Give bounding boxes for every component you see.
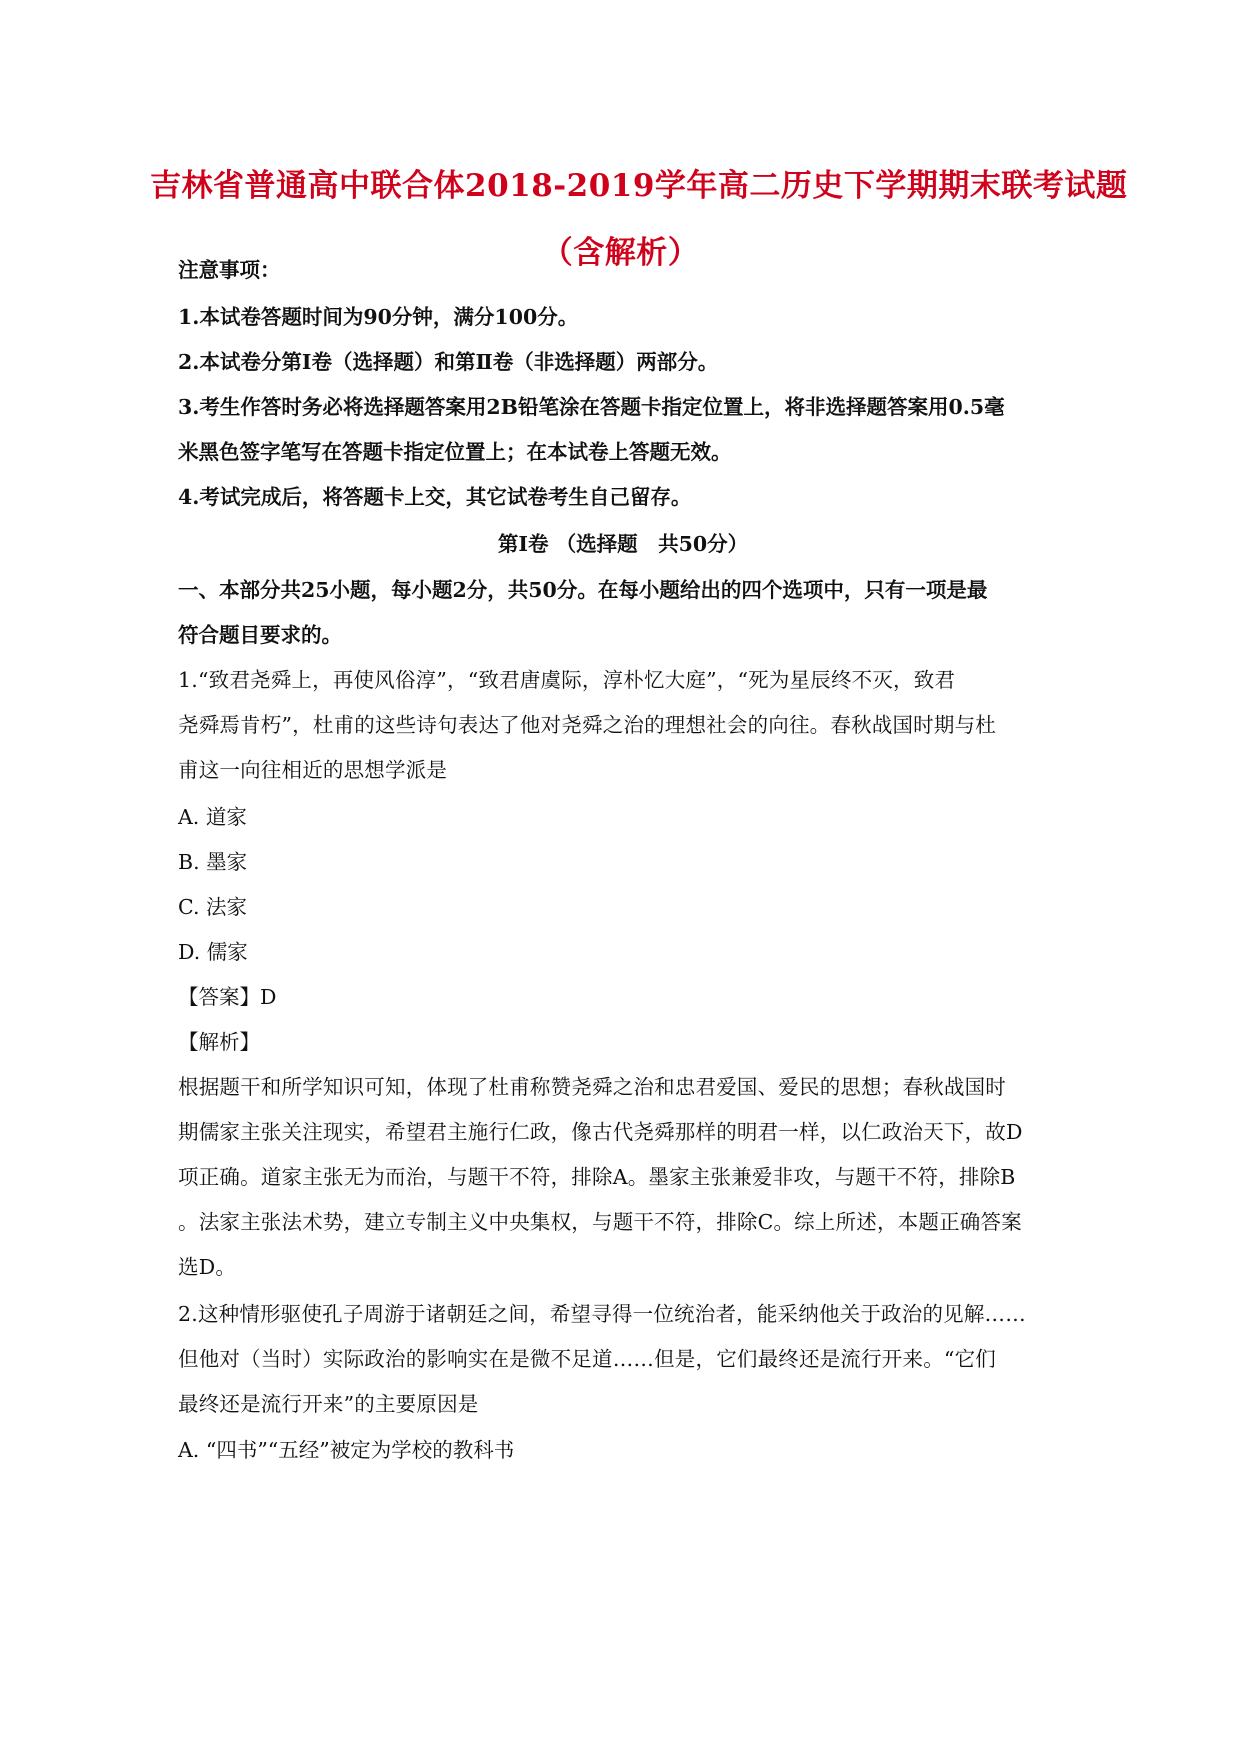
q1-analysis-line-1: 根据题干和所学知识可知，体现了杜甫称赞尧舜之治和忠君爱国、爱民的思想；春秋战国时 (178, 1075, 1006, 1099)
notice-item-3-cont: 米黑色签字笔写在答题卡指定位置上；在本试卷上答题无效。 (178, 440, 732, 464)
q1-answer: 【答案】D (178, 985, 277, 1009)
document-title-subline: （含解析） (541, 235, 700, 271)
q1-option-b: B. 墨家 (178, 850, 248, 874)
q2-stem-line-2: 但他对（当时）实际政治的影响实在是微不足道……但是，它们最终还是流行开来。“它们 (178, 1347, 996, 1371)
section-instruction-line-2: 符合题目要求的。 (178, 623, 342, 647)
q1-option-d: D. 儒家 (178, 940, 248, 964)
notice-heading: 注意事项： (178, 258, 281, 282)
q2-option-a: A. “四书”“五经”被定为学校的教科书 (178, 1438, 515, 1462)
q2-stem-line-3: 最终还是流行开来”的主要原因是 (178, 1392, 479, 1416)
q2-stem-line-1: 2.这种情形驱使孔子周游于诸朝廷之间，希望寻得一位统治者，能采纳他关于政治的见解…… (178, 1302, 1026, 1326)
q1-analysis-line-4: 。法家主张法术势，建立专制主义中央集权，与题干不符，排除C。综上所述，本题正确答案 (178, 1210, 1022, 1234)
q1-analysis-label: 【解析】 (178, 1030, 260, 1054)
q1-analysis-line-2: 期儒家主张关注现实，希望君主施行仁政，像古代尧舜那样的明君一样，以仁政治天下，故D (178, 1120, 1023, 1144)
notice-item-4: 4.考试完成后，将答题卡上交，其它试卷考生自己留存。 (178, 485, 692, 509)
notice-item-2: 2.本试卷分第Ⅰ卷（选择题）和第Ⅱ卷（非选择题）两部分。 (178, 350, 719, 374)
q1-analysis-line-3: 项正确。道家主张无为而治，与题干不符，排除A。墨家主张兼爱非攻，与题干不符，排除B (178, 1165, 1016, 1189)
notice-item-1: 1.本试卷答题时间为90分钟，满分100分。 (178, 305, 579, 329)
q1-option-c: C. 法家 (178, 895, 247, 919)
q1-stem-line-3: 甫这一向往相近的思想学派是 (178, 758, 448, 782)
q1-analysis-line-5: 选D。 (178, 1255, 237, 1279)
section-title: 第Ⅰ卷 （选择题 共50分） (497, 532, 749, 556)
notice-item-3: 3.考生作答时务必将选择题答案用2B铅笔涂在答题卡指定位置上，将非选择题答案用0.5毫 (178, 395, 1005, 419)
q1-option-a: A. 道家 (178, 805, 247, 829)
q1-stem-line-2: 尧舜焉肯朽”，杜甫的这些诗句表达了他对尧舜之治的理想社会的向往。春秋战国时期与杜 (178, 713, 996, 737)
section-instruction-line-1: 一、本部分共25小题，每小题2分，共50分。在每小题给出的四个选项中，只有一项是最 (178, 578, 988, 602)
q1-stem-line-1: 1.“致君尧舜上，再使风俗淳”，“致君唐虞际，淳朴忆大庭”，“死为星辰终不灭，致君 (178, 668, 956, 692)
document-title: 吉林省普通高中联合体2018-2019学年高二历史下学期期末联考试题 (150, 168, 1128, 204)
